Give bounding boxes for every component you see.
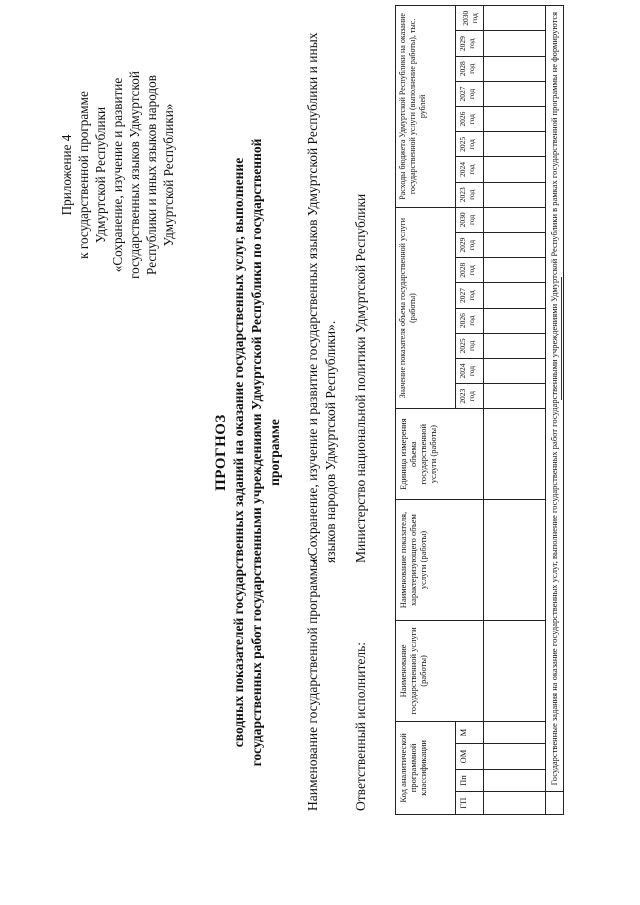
code-sub-gp: ГП (456, 792, 484, 815)
budget-year: 2029 год (456, 31, 484, 56)
table-cell (484, 744, 546, 769)
table-cell (484, 182, 546, 207)
appendix-block (58, 10, 177, 340)
table-cell (484, 409, 546, 500)
table-cell (484, 207, 546, 232)
appendix-line: государственных языков Удмуртской (127, 71, 142, 279)
title-line: государственных работ государственными учреждениями Удмуртской Республики по государственной (249, 138, 264, 767)
header-budget: Расходы бюджета Удмуртской Республики на оказание государственной услуги (выполнение работы), тыс. рублей (396, 6, 456, 208)
volume-year: 2025 год (456, 333, 484, 358)
header-code: Код аналитической программной классификации (396, 721, 456, 814)
code-sub-pp: Пп (456, 769, 484, 792)
table-cell (484, 258, 546, 283)
table-cell (484, 769, 546, 792)
appendix-line: к государственной программе (76, 91, 91, 259)
table-cell (484, 132, 546, 157)
table-cell (484, 157, 546, 182)
table-cell (484, 6, 546, 32)
table-cell (484, 792, 546, 815)
forecast-table (395, 5, 564, 815)
volume-year: 2023 год (456, 384, 484, 409)
header-indicator: Наименование показателя, характеризующего объем услуги (работы) (396, 500, 484, 621)
table-empty-row (484, 6, 546, 815)
code-sub-om: ОМ (456, 744, 484, 769)
appendix-line: Удмуртской Республики (93, 106, 108, 244)
budget-year-2030: 2030 год (456, 6, 484, 32)
title-line: сводных показателей государственных заданий на оказание государственных услуг, выполнение (231, 157, 246, 748)
table-cell (484, 721, 546, 744)
table-header-row (396, 6, 456, 815)
table-cell (484, 81, 546, 106)
executor-label: Ответственный исполнитель: (353, 641, 368, 811)
program-label: Наименование государственной программы: (305, 555, 320, 811)
table-cell (484, 107, 546, 132)
budget-year: 2023 год (456, 182, 484, 207)
title-line: программе (267, 419, 282, 486)
volume-year: 2029 год (456, 233, 484, 258)
table-note-row (546, 6, 564, 815)
executor-value: Министерство национальной политики Удмуртской Республики (353, 193, 368, 563)
table-cell (484, 621, 546, 722)
header-unit: Единица измерения объема государственной услуги (работы) (396, 409, 484, 500)
header-service: Наименование государственной услуги (работы) (396, 621, 484, 722)
table-cell (546, 792, 564, 815)
header-volume: Значение показателя объема государственной услуги (работы) (396, 207, 456, 409)
appendix-line: «Сохранение, изучение и развитие (110, 77, 125, 273)
volume-year: 2030 год (456, 207, 484, 232)
volume-year: 2028 год (456, 258, 484, 283)
appendix-line: Республики и иных языков народов (144, 75, 159, 275)
program-value: «Сохранение, изучение и развитие государственных языков Удмуртской Республики и иных языков народов Удмуртской Республики». (305, 32, 338, 563)
budget-year: 2024 год (456, 157, 484, 182)
code-sub-m: М (456, 721, 484, 744)
volume-year: 2024 год (456, 358, 484, 383)
budget-year: 2026 год (456, 107, 484, 132)
table-cell (484, 384, 546, 409)
table-cell (484, 233, 546, 258)
table-cell (484, 333, 546, 358)
appendix-line: Удмуртской Республики» (161, 103, 176, 247)
appendix-line: Приложение 4 (59, 134, 74, 216)
table-cell (484, 56, 546, 81)
volume-year: 2026 год (456, 308, 484, 333)
table-cell (484, 308, 546, 333)
document-title (212, 85, 284, 820)
table-cell (484, 283, 546, 308)
budget-year: 2027 год (456, 81, 484, 106)
title-heading: ПРОГНОЗ (213, 414, 229, 491)
table-cell (484, 358, 546, 383)
table-cell (484, 31, 546, 56)
table-cell (484, 500, 546, 621)
signature-line (561, 277, 562, 400)
budget-year: 2025 год (456, 132, 484, 157)
volume-year: 2027 год (456, 283, 484, 308)
budget-year: 2028 год (456, 56, 484, 81)
table-note: Государственные задания на оказание государственных услуг, выполнение государственных работ государственными учреждениями Удмуртской Республики в рамках государственной программы не формируются (546, 6, 564, 792)
